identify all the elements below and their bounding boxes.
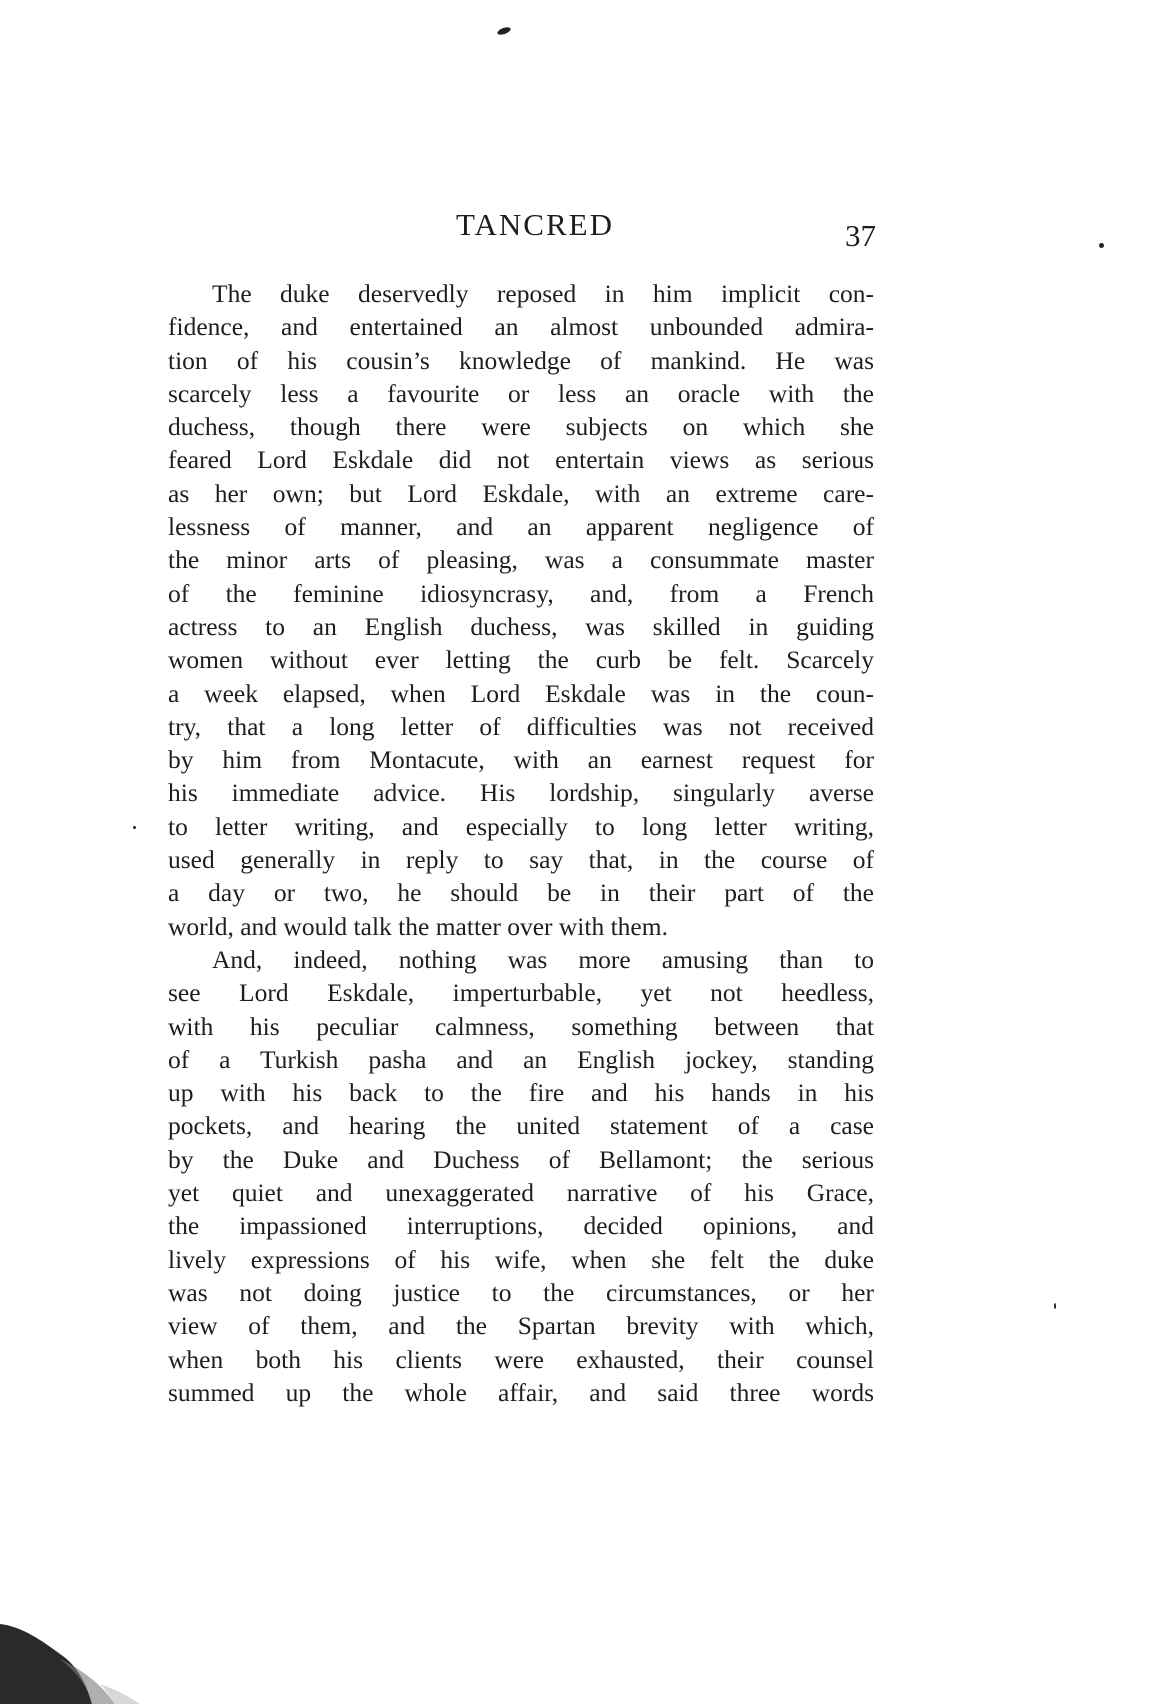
paragraph-1-line: his immediate advice. His lordship, singularly averse xyxy=(168,778,874,808)
paragraph-1-line: actress to an English duchess, was skilled in guiding xyxy=(168,611,874,641)
running-title: TANCRED xyxy=(456,207,614,242)
paragraph-1-line: scarcely less a favourite or less an oracle with the xyxy=(168,378,874,408)
paragraph-1-line: by him from Montacute, with an earnest request for xyxy=(168,745,874,775)
paragraph-1-line: fidence, and entertained an almost unbounded admira- xyxy=(168,312,874,342)
paragraph-2-line: And, indeed, nothing was more amusing than to xyxy=(212,944,874,974)
paragraph-2-line: summed up the whole affair, and said three words xyxy=(168,1377,874,1407)
paragraph-1-line: duchess, though there were subjects on which she xyxy=(168,412,874,442)
paragraph-1-line: to letter writing, and especially to long letter writing, xyxy=(168,811,874,841)
scan-smudge-icon xyxy=(0,1564,150,1704)
ink-speck xyxy=(1099,243,1104,248)
paragraph-1-line: of the feminine idiosyncrasy, and, from a French xyxy=(168,578,874,608)
paragraph-2-line: up with his back to the fire and his hands in his xyxy=(168,1078,874,1108)
paragraph-2-line: view of them, and the Spartan brevity with which, xyxy=(168,1311,874,1341)
paragraph-2-line: with his peculiar calmness, something between that xyxy=(168,1011,874,1041)
page-number: 37 xyxy=(845,218,876,253)
ink-speck xyxy=(496,26,511,36)
body-text xyxy=(168,277,874,1409)
paragraph-1-line: tion of his cousin’s knowledge of mankind. He was xyxy=(168,345,874,375)
paragraph-1-line: the minor arts of pleasing, was a consummate master xyxy=(168,545,874,575)
paragraph-2-line: pockets, and hearing the united statement of a case xyxy=(168,1111,874,1141)
paragraph-1-line: as her own; but Lord Eskdale, with an extreme care- xyxy=(168,478,874,508)
paragraph-1-line: world, and would talk the matter over with them. xyxy=(168,911,668,941)
paragraph-2-line: by the Duke and Duchess of Bellamont; the serious xyxy=(168,1144,874,1174)
paragraph-2-line: of a Turkish pasha and an English jockey, standing xyxy=(168,1044,874,1074)
ink-speck xyxy=(133,826,136,829)
ink-speck xyxy=(1054,1303,1056,1309)
paragraph-1-line: a day or two, he should be in their part of the xyxy=(168,878,874,908)
paragraph-1-line: a week elapsed, when Lord Eskdale was in the coun- xyxy=(168,678,874,708)
paragraph-2-line: see Lord Eskdale, imperturbable, yet not heedless, xyxy=(168,978,874,1008)
paragraph-2-line: lively expressions of his wife, when she felt the duke xyxy=(168,1244,874,1274)
paragraph-1-line: women without ever letting the curb be felt. Scarcely xyxy=(168,645,874,675)
paragraph-1-line: The duke deservedly reposed in him implicit con- xyxy=(212,279,874,308)
paragraph-2-line: the impassioned interruptions, decided opinions, and xyxy=(168,1211,874,1241)
paragraph-2-line: yet quiet and unexaggerated narrative of his Grace, xyxy=(168,1178,874,1208)
paragraph-2-line: when both his clients were exhausted, their counsel xyxy=(168,1344,874,1374)
paragraph-1-line: feared Lord Eskdale did not entertain views as serious xyxy=(168,445,874,475)
paragraph-1-line: lessness of manner, and an apparent negligence of xyxy=(168,512,874,542)
paragraph-1-line: try, that a long letter of difficulties was not received xyxy=(168,711,874,741)
paragraph-1-line: used generally in reply to say that, in the course of xyxy=(168,845,874,875)
paragraph-2-line: was not doing justice to the circumstances, or her xyxy=(168,1277,874,1307)
